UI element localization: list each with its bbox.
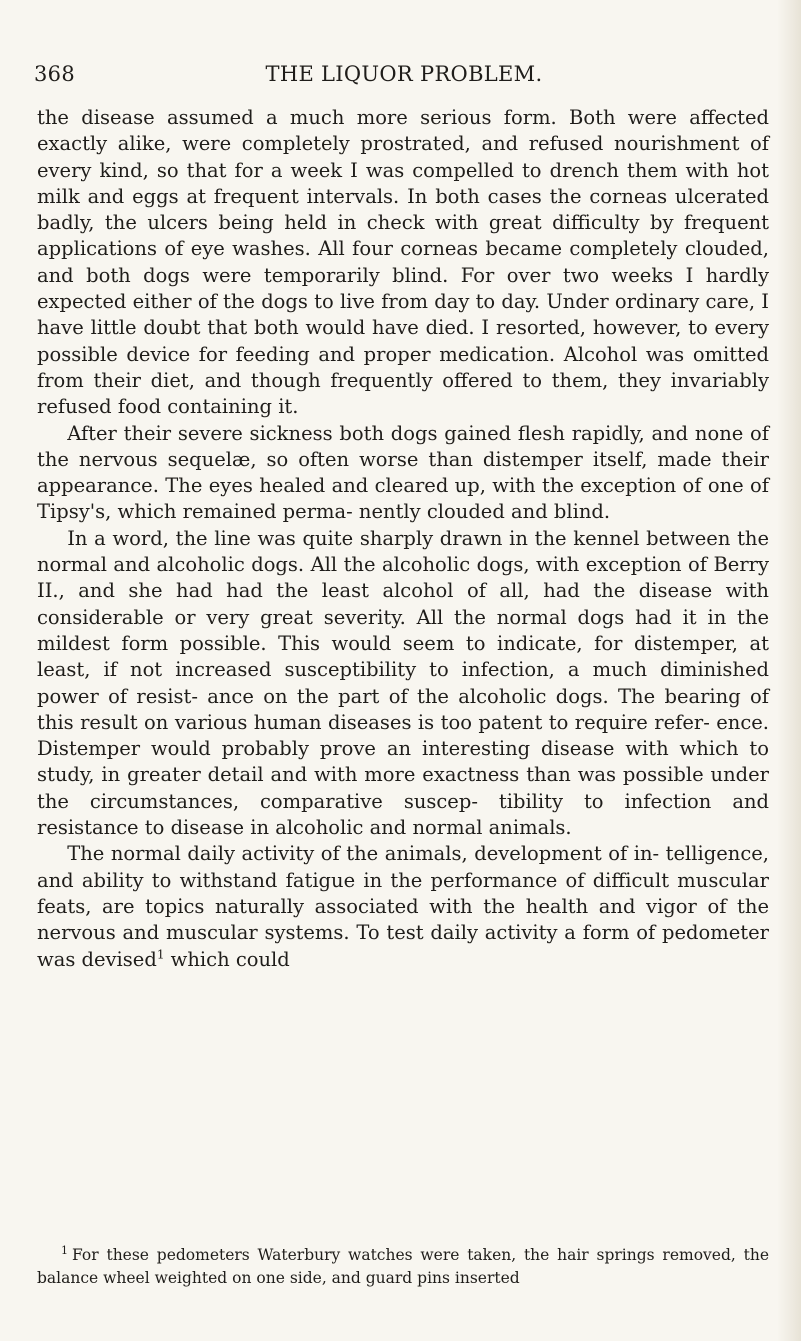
paragraph-4 bbox=[37, 841, 769, 972]
footnote-text: For these pedometers Waterbury watches were taken, the hair springs removed, the balance wheel weighted on one side, and guard pins inserted bbox=[37, 1246, 769, 1287]
footnote-reference: 1 bbox=[156, 947, 165, 961]
footnotes bbox=[37, 1244, 769, 1289]
page-header bbox=[34, 62, 774, 92]
paragraph-1: the disease assumed a much more serious form. Both were affected exactly alike, were completely prostrated, and refused nourishment of every kind, so that for a week I was compelled to drench them with hot milk and eggs at frequent intervals. In both cases the corneas ulcerated badly, the ulcers being held in check with great difficulty by frequent applications of eye washes. All four corneas became completely clouded, and both dogs were temporarily blind. For over two weeks I hardly expected either of the dogs to live from day to day. Under ordinary care, I have little doubt that both would have died. I resorted, however, to every possible device for feeding and proper medication. Alcohol was omitted from their diet, and though frequently offered to them, they invariably refused food containing it. bbox=[37, 106, 769, 419]
paragraph-2: After their severe sickness both dogs gained flesh rapidly, and none of the nervous sequelæ, so often worse than distemper itself, made their appearance. The eyes healed and cleared up, with the exception of one of Tipsy's, which remained perma- nently clouded and blind. bbox=[37, 421, 769, 524]
page-number: 368 bbox=[34, 62, 75, 86]
paragraph-4-text: The normal daily activity of the animals, development of in- telligence, and ability to withstand fatigue in the performance of difficult muscular feats, are topics naturally associated with the health and vigor of the nervous and muscular systems. To test daily activity a form of pedometer was devised bbox=[37, 842, 769, 971]
running-title: THE LIQUOR PROBLEM. bbox=[265, 62, 543, 86]
footnote-1 bbox=[37, 1244, 769, 1289]
paragraph-3: In a word, the line was quite sharply drawn in the kennel between the normal and alcoholic dogs. All the alcoholic dogs, with exception of Berry II., and she had had the least alcohol of all, had the disease with considerable or very great severity. All the normal dogs had it in the mildest form possible. This would seem to indicate, for distemper, at least, if not increased susceptibility to infection, a much diminished power of resist- ance on the part of the alcoholic dogs. The bearing of this result on various human diseases is too patent to require refer- ence. Distemper would probably prove an interesting disease with which to study, in greater detail and with more exactness than was possible under the circumstances, comparative suscep- tibility to infection and resistance to disease in alcoholic and normal animals. bbox=[37, 526, 769, 840]
body-text bbox=[37, 105, 769, 973]
footnote-marker: 1 bbox=[61, 1243, 69, 1257]
page-edge-shadow bbox=[777, 0, 801, 1341]
paragraph-4-continuation: which could bbox=[164, 947, 290, 971]
